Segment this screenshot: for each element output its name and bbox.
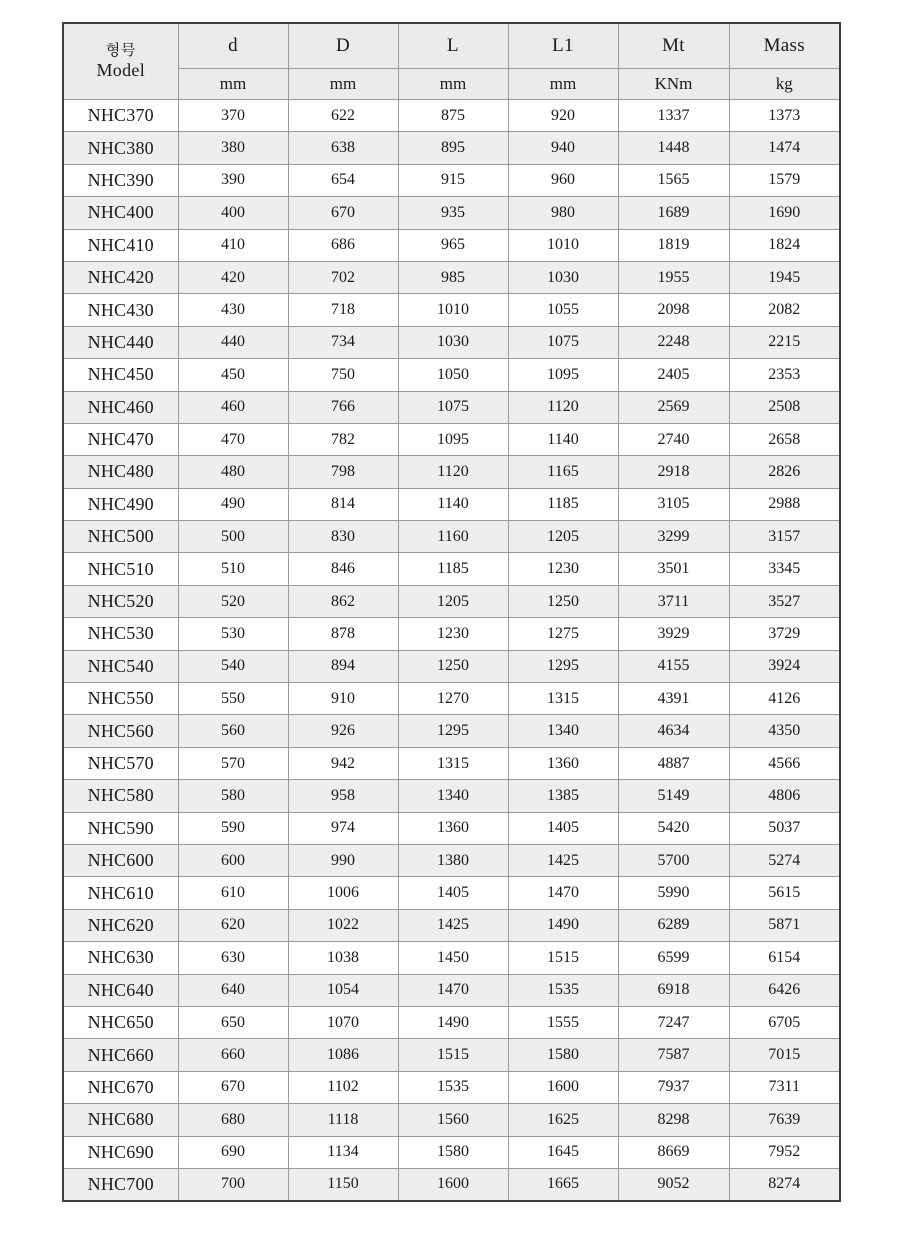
cell-D: 830 [288, 521, 398, 553]
cell-D: 894 [288, 650, 398, 682]
column-header-model [63, 23, 178, 100]
cell-Mt: 3105 [618, 488, 729, 520]
table-row [63, 1039, 840, 1071]
cell-d: 640 [178, 974, 288, 1006]
cell-L1: 1665 [508, 1168, 618, 1200]
cell-Mt: 4887 [618, 747, 729, 779]
cell-L: 1250 [398, 650, 508, 682]
table-row [63, 197, 840, 229]
table-row [63, 877, 840, 909]
cell-D: 1070 [288, 1006, 398, 1038]
cell-L: 1185 [398, 553, 508, 585]
cell-D: 734 [288, 326, 398, 358]
cell-L1: 1165 [508, 456, 618, 488]
cell-d: 600 [178, 844, 288, 876]
table-row [63, 683, 840, 715]
cell-model: NHC600 [63, 844, 178, 876]
cell-d: 520 [178, 585, 288, 617]
cell-d: 500 [178, 521, 288, 553]
cell-model: NHC430 [63, 294, 178, 326]
cell-Mass: 8274 [729, 1168, 840, 1200]
cell-L: 1405 [398, 877, 508, 909]
cell-d: 570 [178, 747, 288, 779]
table-row [63, 521, 840, 553]
cell-d: 670 [178, 1071, 288, 1103]
cell-model: NHC390 [63, 164, 178, 196]
cell-L: 1205 [398, 585, 508, 617]
unit-header-D: mm [288, 69, 398, 100]
cell-d: 470 [178, 423, 288, 455]
cell-Mt: 8298 [618, 1104, 729, 1136]
cell-D: 958 [288, 780, 398, 812]
cell-Mt: 2918 [618, 456, 729, 488]
cell-L: 1230 [398, 618, 508, 650]
cell-L1: 1385 [508, 780, 618, 812]
cell-Mass: 6154 [729, 942, 840, 974]
cell-d: 380 [178, 132, 288, 164]
cell-L1: 1140 [508, 423, 618, 455]
cell-d: 370 [178, 100, 288, 132]
cell-D: 622 [288, 100, 398, 132]
cell-L: 1360 [398, 812, 508, 844]
cell-D: 718 [288, 294, 398, 326]
cell-L1: 1625 [508, 1104, 618, 1136]
cell-d: 560 [178, 715, 288, 747]
cell-D: 1118 [288, 1104, 398, 1136]
unit-header-L1: mm [508, 69, 618, 100]
cell-D: 654 [288, 164, 398, 196]
cell-model: NHC530 [63, 618, 178, 650]
cell-Mass: 3729 [729, 618, 840, 650]
cell-Mass: 1579 [729, 164, 840, 196]
cell-L1: 1470 [508, 877, 618, 909]
table-row [63, 1104, 840, 1136]
cell-Mt: 3929 [618, 618, 729, 650]
cell-model: NHC610 [63, 877, 178, 909]
table-row [63, 359, 840, 391]
cell-model: NHC660 [63, 1039, 178, 1071]
cell-Mass: 5615 [729, 877, 840, 909]
cell-Mt: 3299 [618, 521, 729, 553]
column-header-L1: L1 [508, 23, 618, 69]
cell-d: 420 [178, 261, 288, 293]
cell-D: 974 [288, 812, 398, 844]
cell-model: NHC570 [63, 747, 178, 779]
cell-L: 1450 [398, 942, 508, 974]
cell-L1: 1490 [508, 909, 618, 941]
cell-Mt: 4634 [618, 715, 729, 747]
cell-D: 750 [288, 359, 398, 391]
cell-model: NHC420 [63, 261, 178, 293]
cell-L1: 1055 [508, 294, 618, 326]
cell-Mt: 6289 [618, 909, 729, 941]
cell-Mt: 1565 [618, 164, 729, 196]
cell-L: 1315 [398, 747, 508, 779]
cell-Mass: 7015 [729, 1039, 840, 1071]
cell-Mt: 2569 [618, 391, 729, 423]
cell-d: 460 [178, 391, 288, 423]
cell-L1: 1275 [508, 618, 618, 650]
cell-model: NHC510 [63, 553, 178, 585]
cell-Mass: 2988 [729, 488, 840, 520]
cell-model: NHC370 [63, 100, 178, 132]
cell-Mass: 7639 [729, 1104, 840, 1136]
cell-D: 1134 [288, 1136, 398, 1168]
cell-d: 580 [178, 780, 288, 812]
cell-L: 1030 [398, 326, 508, 358]
cell-L1: 1600 [508, 1071, 618, 1103]
cell-d: 690 [178, 1136, 288, 1168]
table-row [63, 812, 840, 844]
cell-L: 1515 [398, 1039, 508, 1071]
cell-model: NHC470 [63, 423, 178, 455]
cell-model: NHC450 [63, 359, 178, 391]
cell-model: NHC590 [63, 812, 178, 844]
cell-Mt: 3501 [618, 553, 729, 585]
cell-L1: 960 [508, 164, 618, 196]
cell-d: 610 [178, 877, 288, 909]
cell-Mass: 2658 [729, 423, 840, 455]
cell-d: 550 [178, 683, 288, 715]
cell-L: 1470 [398, 974, 508, 1006]
cell-Mass: 6426 [729, 974, 840, 1006]
column-header-model-ko: 형号 [105, 42, 136, 59]
cell-Mass: 1373 [729, 100, 840, 132]
cell-L1: 1010 [508, 229, 618, 261]
cell-model: NHC700 [63, 1168, 178, 1200]
cell-Mt: 2740 [618, 423, 729, 455]
table-row [63, 132, 840, 164]
cell-Mass: 4566 [729, 747, 840, 779]
cell-d: 400 [178, 197, 288, 229]
header-row-titles [63, 23, 840, 69]
cell-model: NHC490 [63, 488, 178, 520]
cell-model: NHC380 [63, 132, 178, 164]
cell-L: 1120 [398, 456, 508, 488]
table-row [63, 585, 840, 617]
cell-model: NHC400 [63, 197, 178, 229]
cell-L: 985 [398, 261, 508, 293]
cell-Mass: 1945 [729, 261, 840, 293]
cell-d: 480 [178, 456, 288, 488]
cell-Mass: 3157 [729, 521, 840, 553]
table-row [63, 650, 840, 682]
table-row [63, 100, 840, 132]
cell-model: NHC630 [63, 942, 178, 974]
table-row [63, 780, 840, 812]
cell-D: 1054 [288, 974, 398, 1006]
cell-L1: 1315 [508, 683, 618, 715]
cell-Mass: 2215 [729, 326, 840, 358]
cell-d: 590 [178, 812, 288, 844]
cell-L1: 1205 [508, 521, 618, 553]
cell-Mass: 2082 [729, 294, 840, 326]
cell-L: 1600 [398, 1168, 508, 1200]
table-row [63, 618, 840, 650]
table-row [63, 909, 840, 941]
cell-L1: 1360 [508, 747, 618, 779]
cell-D: 670 [288, 197, 398, 229]
cell-L: 1075 [398, 391, 508, 423]
table-row [63, 1136, 840, 1168]
cell-Mt: 7587 [618, 1039, 729, 1071]
cell-model: NHC480 [63, 456, 178, 488]
cell-model: NHC690 [63, 1136, 178, 1168]
cell-d: 680 [178, 1104, 288, 1136]
cell-d: 530 [178, 618, 288, 650]
cell-L: 1010 [398, 294, 508, 326]
cell-model: NHC620 [63, 909, 178, 941]
table-row [63, 1071, 840, 1103]
table-row [63, 844, 840, 876]
cell-Mass: 3527 [729, 585, 840, 617]
cell-Mass: 7952 [729, 1136, 840, 1168]
cell-L: 875 [398, 100, 508, 132]
cell-model: NHC410 [63, 229, 178, 261]
unit-header-Mass: kg [729, 69, 840, 100]
cell-L1: 940 [508, 132, 618, 164]
cell-L: 1340 [398, 780, 508, 812]
unit-header-L: mm [398, 69, 508, 100]
table-row [63, 229, 840, 261]
cell-Mass: 6705 [729, 1006, 840, 1038]
cell-model: NHC680 [63, 1104, 178, 1136]
cell-Mt: 6599 [618, 942, 729, 974]
cell-Mass: 4126 [729, 683, 840, 715]
table-header [63, 23, 840, 100]
cell-model: NHC670 [63, 1071, 178, 1103]
column-header-Mass: Mass [729, 23, 840, 69]
cell-d: 660 [178, 1039, 288, 1071]
cell-L: 1535 [398, 1071, 508, 1103]
cell-L1: 1555 [508, 1006, 618, 1038]
cell-Mt: 3711 [618, 585, 729, 617]
cell-L: 1050 [398, 359, 508, 391]
cell-D: 990 [288, 844, 398, 876]
cell-Mass: 5274 [729, 844, 840, 876]
cell-L: 935 [398, 197, 508, 229]
cell-L: 1140 [398, 488, 508, 520]
header-row-units [63, 69, 840, 100]
cell-D: 942 [288, 747, 398, 779]
cell-L1: 1515 [508, 942, 618, 974]
table-row [63, 164, 840, 196]
cell-Mass: 2353 [729, 359, 840, 391]
cell-D: 1006 [288, 877, 398, 909]
cell-d: 650 [178, 1006, 288, 1038]
cell-L1: 980 [508, 197, 618, 229]
cell-D: 1150 [288, 1168, 398, 1200]
cell-D: 702 [288, 261, 398, 293]
cell-Mt: 7247 [618, 1006, 729, 1038]
cell-L1: 1075 [508, 326, 618, 358]
cell-d: 450 [178, 359, 288, 391]
table-body [63, 100, 840, 1201]
cell-Mt: 7937 [618, 1071, 729, 1103]
cell-Mt: 1819 [618, 229, 729, 261]
cell-L1: 1580 [508, 1039, 618, 1071]
table-row [63, 456, 840, 488]
cell-L: 1295 [398, 715, 508, 747]
cell-L: 895 [398, 132, 508, 164]
cell-Mt: 2405 [618, 359, 729, 391]
cell-L1: 1295 [508, 650, 618, 682]
cell-Mass: 3345 [729, 553, 840, 585]
cell-Mass: 5871 [729, 909, 840, 941]
column-header-model-en: Model [96, 59, 145, 80]
unit-header-Mt: KNm [618, 69, 729, 100]
column-header-Mt: Mt [618, 23, 729, 69]
cell-d: 440 [178, 326, 288, 358]
table-row [63, 488, 840, 520]
cell-model: NHC560 [63, 715, 178, 747]
cell-L1: 1250 [508, 585, 618, 617]
cell-Mass: 5037 [729, 812, 840, 844]
cell-Mt: 1955 [618, 261, 729, 293]
cell-Mass: 4350 [729, 715, 840, 747]
cell-model: NHC550 [63, 683, 178, 715]
column-header-D: D [288, 23, 398, 69]
table-row [63, 261, 840, 293]
table-row [63, 1168, 840, 1200]
cell-d: 490 [178, 488, 288, 520]
specification-table [62, 22, 841, 1202]
cell-L: 965 [398, 229, 508, 261]
cell-model: NHC460 [63, 391, 178, 423]
cell-D: 926 [288, 715, 398, 747]
cell-Mt: 2098 [618, 294, 729, 326]
cell-D: 862 [288, 585, 398, 617]
cell-Mt: 5149 [618, 780, 729, 812]
cell-model: NHC640 [63, 974, 178, 1006]
cell-Mass: 3924 [729, 650, 840, 682]
cell-Mt: 2248 [618, 326, 729, 358]
table-row [63, 747, 840, 779]
cell-Mt: 9052 [618, 1168, 729, 1200]
table-row [63, 553, 840, 585]
cell-Mt: 5990 [618, 877, 729, 909]
cell-L1: 920 [508, 100, 618, 132]
cell-d: 510 [178, 553, 288, 585]
cell-L1: 1030 [508, 261, 618, 293]
cell-L1: 1405 [508, 812, 618, 844]
cell-L1: 1095 [508, 359, 618, 391]
cell-Mt: 6918 [618, 974, 729, 1006]
cell-model: NHC440 [63, 326, 178, 358]
column-header-d: d [178, 23, 288, 69]
cell-L1: 1340 [508, 715, 618, 747]
table-row [63, 974, 840, 1006]
cell-L: 1270 [398, 683, 508, 715]
cell-L1: 1425 [508, 844, 618, 876]
table-row [63, 423, 840, 455]
cell-model: NHC500 [63, 521, 178, 553]
table-row [63, 326, 840, 358]
cell-D: 814 [288, 488, 398, 520]
table-row [63, 715, 840, 747]
cell-model: NHC540 [63, 650, 178, 682]
cell-L1: 1535 [508, 974, 618, 1006]
cell-Mt: 1448 [618, 132, 729, 164]
cell-Mt: 8669 [618, 1136, 729, 1168]
cell-D: 638 [288, 132, 398, 164]
cell-D: 846 [288, 553, 398, 585]
cell-Mt: 1337 [618, 100, 729, 132]
cell-L: 1160 [398, 521, 508, 553]
cell-model: NHC580 [63, 780, 178, 812]
cell-L: 1425 [398, 909, 508, 941]
cell-Mass: 4806 [729, 780, 840, 812]
cell-Mass: 1824 [729, 229, 840, 261]
cell-d: 390 [178, 164, 288, 196]
cell-Mass: 7311 [729, 1071, 840, 1103]
cell-Mt: 5420 [618, 812, 729, 844]
cell-D: 686 [288, 229, 398, 261]
cell-D: 1086 [288, 1039, 398, 1071]
column-header-L: L [398, 23, 508, 69]
table-row [63, 391, 840, 423]
cell-Mt: 5700 [618, 844, 729, 876]
cell-Mt: 1689 [618, 197, 729, 229]
table-row [63, 942, 840, 974]
cell-model: NHC650 [63, 1006, 178, 1038]
cell-L: 915 [398, 164, 508, 196]
cell-L: 1380 [398, 844, 508, 876]
cell-L: 1490 [398, 1006, 508, 1038]
cell-L1: 1645 [508, 1136, 618, 1168]
cell-L1: 1185 [508, 488, 618, 520]
cell-Mass: 2826 [729, 456, 840, 488]
cell-L1: 1120 [508, 391, 618, 423]
cell-Mass: 1474 [729, 132, 840, 164]
cell-D: 782 [288, 423, 398, 455]
cell-Mt: 4391 [618, 683, 729, 715]
cell-d: 630 [178, 942, 288, 974]
cell-L: 1095 [398, 423, 508, 455]
cell-Mt: 4155 [618, 650, 729, 682]
cell-Mass: 1690 [729, 197, 840, 229]
cell-D: 1038 [288, 942, 398, 974]
cell-D: 1022 [288, 909, 398, 941]
cell-Mass: 2508 [729, 391, 840, 423]
table-row [63, 1006, 840, 1038]
cell-d: 700 [178, 1168, 288, 1200]
cell-D: 1102 [288, 1071, 398, 1103]
cell-d: 410 [178, 229, 288, 261]
cell-L1: 1230 [508, 553, 618, 585]
cell-d: 540 [178, 650, 288, 682]
cell-D: 878 [288, 618, 398, 650]
cell-L: 1560 [398, 1104, 508, 1136]
unit-header-d: mm [178, 69, 288, 100]
cell-L: 1580 [398, 1136, 508, 1168]
cell-D: 766 [288, 391, 398, 423]
table-row [63, 294, 840, 326]
cell-d: 430 [178, 294, 288, 326]
cell-D: 910 [288, 683, 398, 715]
cell-d: 620 [178, 909, 288, 941]
cell-model: NHC520 [63, 585, 178, 617]
cell-D: 798 [288, 456, 398, 488]
